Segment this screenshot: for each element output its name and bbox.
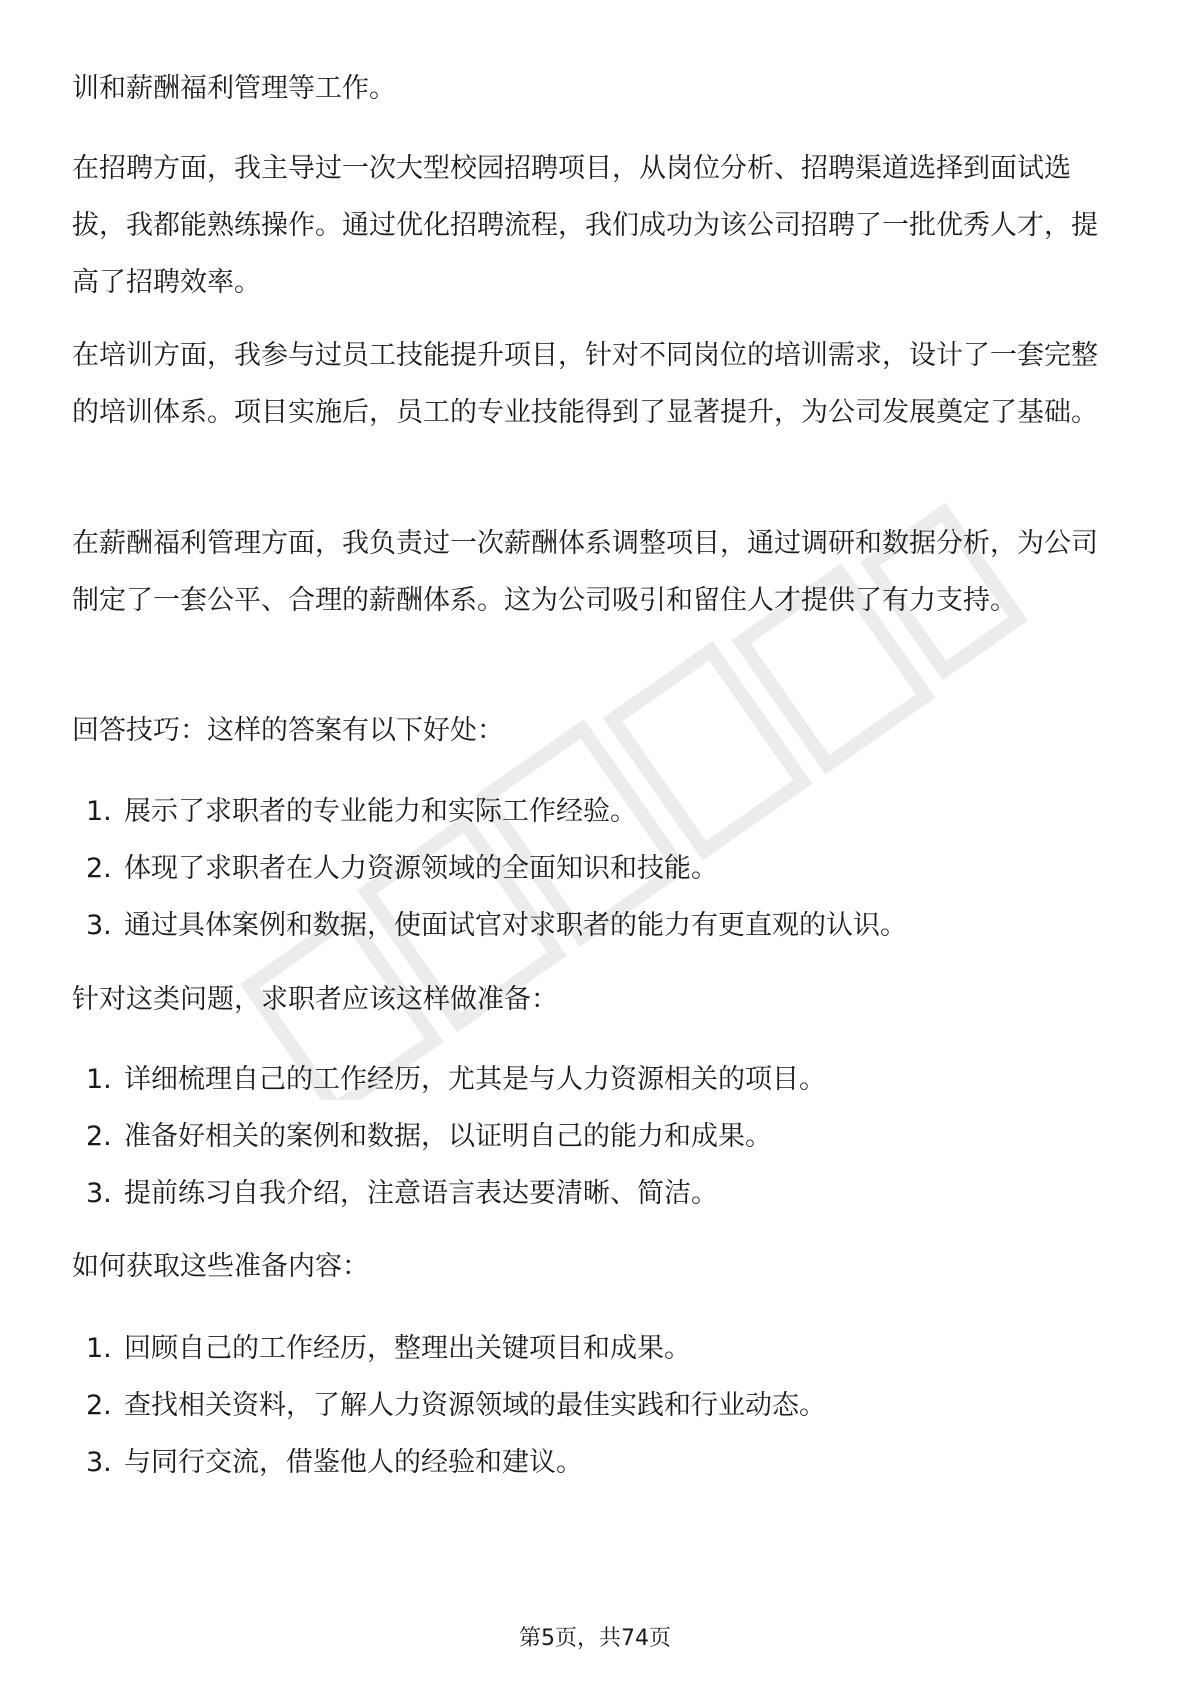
list-text: 体现了求职者在人力资源领域的全面知识和技能。 — [124, 853, 718, 884]
list-text: 查找相关资料，了解人力资源领域的最佳实践和行业动态。 — [124, 1390, 826, 1421]
list-item — [72, 783, 1118, 840]
list-number: 1. — [86, 1333, 112, 1364]
paragraph-compensation: 在薪酬福利管理方面，我负责过一次薪酬体系调整项目，通过调研和数据分析，为公司制定了一套公平、合理的薪酬体系。这为公司吸引和留住人才提供了有力支持。 — [72, 528, 1098, 616]
paragraph-recruitment: 在招聘方面，我主导过一次大型校园招聘项目，从岗位分析、招聘渠道选择到面试选拔，我都能熟练操作。通过优化招聘流程，我们成功为该公司招聘了一批优秀人才，提高了招聘效率。 — [72, 153, 1098, 298]
paragraph-intro-continued: 训和薪酬福利管理等工作。 — [72, 73, 396, 104]
list-text: 通过具体案例和数据，使面试官对求职者的能力有更直观的认识。 — [124, 910, 907, 941]
list-number: 2. — [86, 1390, 112, 1421]
list-text: 详细梳理自己的工作经历，尤其是与人力资源相关的项目。 — [124, 1064, 826, 1095]
heading-answer-tips: 回答技巧：这样的答案有以下好处： — [72, 715, 504, 746]
list-item — [72, 1165, 1118, 1222]
list-item — [72, 1108, 1118, 1165]
list-item — [72, 897, 1118, 954]
list-item — [72, 840, 1118, 897]
list-item — [72, 1051, 1118, 1108]
list-item — [72, 1320, 1118, 1377]
list-text: 准备好相关的案例和数据，以证明自己的能力和成果。 — [124, 1121, 772, 1152]
list-preparation — [72, 1051, 1118, 1222]
list-number: 2. — [86, 1121, 112, 1152]
list-number: 3. — [86, 910, 112, 941]
list-item — [72, 1377, 1118, 1434]
page-number-footer: 第5页，共74页 — [519, 1626, 671, 1651]
list-obtain — [72, 1320, 1118, 1491]
list-number: 3. — [86, 1178, 112, 1209]
list-text: 回顾自己的工作经历，整理出关键项目和成果。 — [124, 1333, 691, 1364]
heading-preparation: 针对这类问题，求职者应该这样做准备： — [72, 984, 558, 1015]
list-number: 1. — [86, 1064, 112, 1095]
list-benefits — [72, 783, 1118, 954]
list-text: 提前练习自我介绍，注意语言表达要清晰、简洁。 — [124, 1178, 718, 1209]
list-item — [72, 1434, 1118, 1491]
list-text: 展示了求职者的专业能力和实际工作经验。 — [124, 796, 637, 827]
list-number: 1. — [86, 796, 112, 827]
document-page — [72, 0, 1118, 1684]
list-number: 3. — [86, 1447, 112, 1478]
list-text: 与同行交流，借鉴他人的经验和建议。 — [124, 1447, 583, 1478]
heading-how-to-obtain: 如何获取这些准备内容： — [72, 1251, 369, 1282]
paragraph-training: 在培训方面，我参与过员工技能提升项目，针对不同岗位的培训需求，设计了一套完整的培训体系。项目实施后，员工的专业技能得到了显著提升，为公司发展奠定了基础。 — [72, 340, 1098, 428]
list-number: 2. — [86, 853, 112, 884]
